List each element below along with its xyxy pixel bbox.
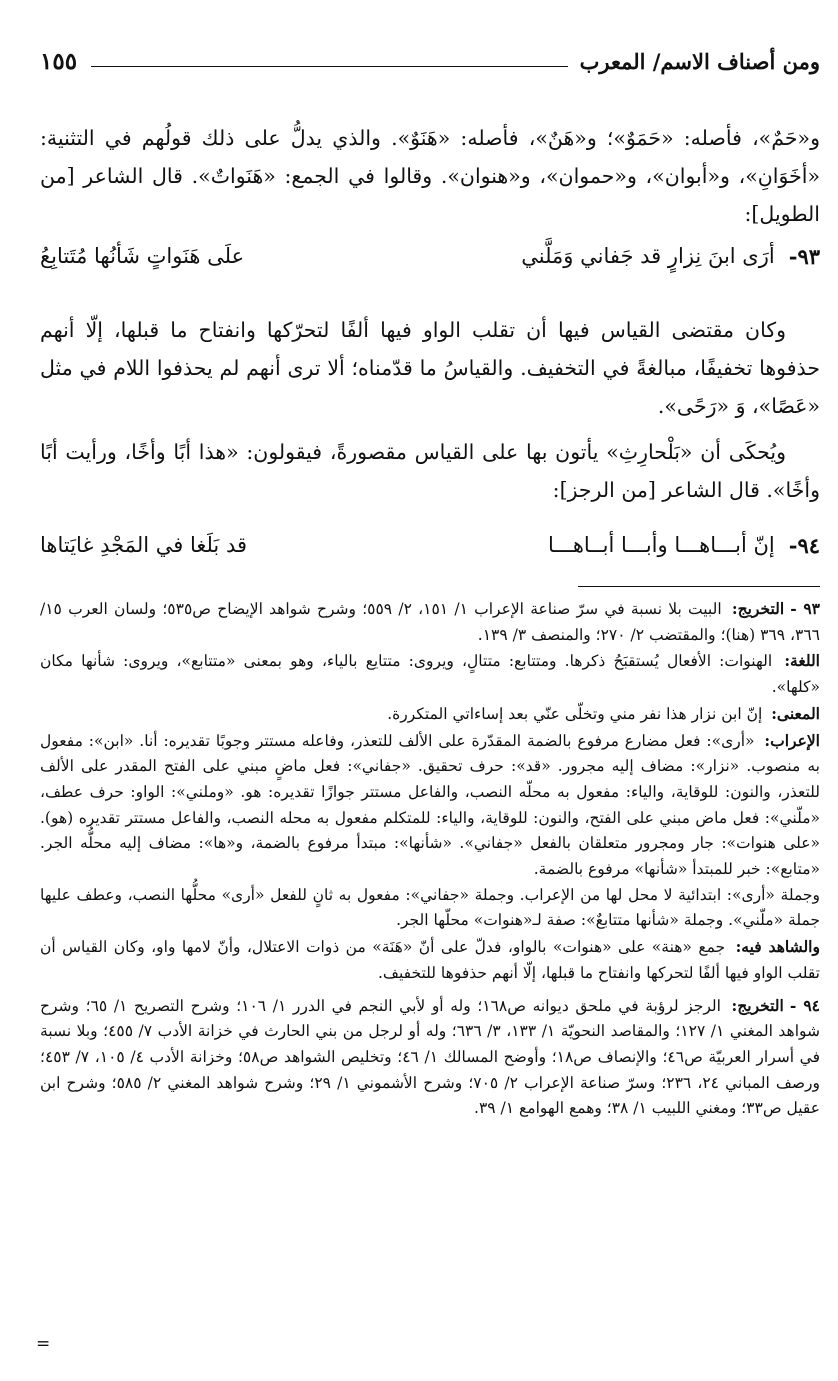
footnote-93-irab — [40, 728, 820, 883]
verse-number: ٩٤- — [788, 532, 820, 558]
footnote-number: ٩٣ - — [790, 599, 820, 618]
verse-first-hemistich: إنّ أبـــاهـــا وأبـــا أبــاهـــا — [547, 533, 775, 557]
footnote-93-maana — [40, 701, 820, 728]
footnote-separator — [578, 586, 820, 587]
verse-first-hemistich: أرَى ابنَ نِزارٍ قد جَفاني وَمَلَّني — [521, 244, 775, 268]
verse-93 — [40, 236, 820, 276]
footnote-label: التخريج: — [731, 995, 784, 1015]
footnote-93-shahid — [40, 934, 820, 986]
paragraph-2: وكان مقتضى القياس فيها أن تقلب الواو فيها ألفًا لتحرّكها وانفتاح ما قبلها، إلّا أنهم حذفوها تخفيفًا، مبالغةً في التخفيف. والقياسُ ما قدّمناه؛ ألا ترى أنهم لم يحذفوا اللام في مثل «عَصًا»، وَ «رَحًى». — [40, 317, 820, 418]
verse-94 — [40, 525, 820, 565]
footnote-text: الهنوات: الأفعال يُستقبَحُ ذكرها. ومتتابع: متتالٍ، ويروى: متتايع بالياء، وهو بمعنى «متتابع»، ويروى: شأنها مكان «كلها». — [40, 652, 820, 697]
page-number: ١٥٥ — [40, 47, 78, 75]
verse-second-hemistich: علَى هَنَواتٍ شَأنُها مُتَتابِعُ — [40, 244, 245, 268]
footnote-label: اللغة: — [784, 651, 820, 671]
footnote-93-lugha — [40, 648, 820, 700]
footnote-text: جمع «هنة» على «هنوات» بالواو، فدلّ على أنّ «هَنَة» من ذوات الاعتلال، وأنّ لامها واو، وكان القياس أن تقلب الواو فيها ألفًا لتحركها وانفتاح ما قبلها، إلّا أنهم حذفوها للتخفيف. — [40, 938, 820, 982]
paragraph-3: ويُحكَى أن «بَلْحارِثِ» يأتون بها على القياس مقصورةً، فيقولون: «هذا أبًا وأخًا، ورأيت أبًا وأخًا». قال الشاعر [من الرجز]: — [40, 439, 820, 502]
verse-second-hemistich: قد بَلَغا في المَجْدِ غايَتاها — [40, 533, 248, 557]
footnote-number: ٩٤ - — [789, 995, 820, 1015]
footnote-text: إنّ ابن نزار هذا نفر مني وتخلّى عنّي بعد إساءاتي المتكررة. — [387, 704, 763, 723]
footnote-93-takhrij — [40, 596, 820, 648]
footnote-text: البيت بلا نسبة في سرّ صناعة الإعراب ١/ ١٥١، ٢/ ٥٥٩؛ وشرح شواهد الإيضاح ص٥٣٥؛ ولسان العرب ١٥/ ٣٦٦، ٣٦٩ (هنا)؛ والمقتضب ٢/ ٢٧٠؛ والمنصف ٣/ ١٣٩. — [40, 600, 820, 644]
page-header — [40, 44, 820, 78]
footnote-label: الإعراب: — [764, 730, 820, 750]
continuation-mark: = — [36, 1334, 51, 1354]
footnote-text: وجملة «أرى»: ابتدائية لا محل لها من الإعراب. وجملة «جفاني»: مفعول به ثانٍ للفعل «أرى» محلُّها النصب، وعطف عليها جملة «ملّني». وجملة «شأنها متتابعٌ»: صفة لـ«هنوات» محلّها الجر. — [40, 885, 820, 930]
footnotes — [40, 596, 820, 1122]
footnote-text: «أرى»: فعل مضارع مرفوع بالضمة المقدّرة على الألف للتعذر، وفاعله مستتر وجوبًا تقديره: أنا. «ابن»: مفعول به منصوب. «نزار»: مضاف إليه مجرور. «قد»: حرف تحقيق. «جفاني»: فعل ماضٍ مبني على الفتح المقدر على الألف للتعذر، والنون: للوقاية، والياء: مفعول به محلّه النصب، والفاعل مستتر جوازًا تقديره: هو. «وملني»: الواو: حرف عطف، «ملّني»: فعل ماض مبني على الفتح، والنون: للوقاية، والياء: للمتكلم مفعول به محله النصب، والفاعل مستتر تقديره (هو). «على هنوات»: جار ومجرور متعلقان بالفعل «جفاني». «شأنها»: مبتدأ مرفوع بالضمة، و«ها»: مضاف إليه محلُّه الجر. «متابع»: خبر للمبتدأ «شأنها» مرفوع بالضمة. — [40, 731, 820, 879]
footnote-label: التخريج: — [731, 599, 785, 618]
footnote-93-jumla — [40, 883, 820, 934]
footnote-94-takhrij — [40, 993, 820, 1123]
footnote-label: المعنى: — [771, 703, 820, 723]
header-rule — [91, 66, 568, 67]
footnote-label: والشاهد فيه: — [735, 937, 820, 957]
paragraph-1: و«حَمٌ»، فأصله: «حَمَوٌ»؛ و«هَنٌ»، فأصله: «هَنَوٌ». والذي يدلُّ على ذلك قولُهم في التثنية: «أخَوَانِ»، و«أبوان»، و«حموان»، و«هنوان». وقالوا في الجمع: «هَنَواتٌ». قال الشاعر [من الطويل]: — [40, 125, 820, 226]
verse-number: ٩٣- — [788, 243, 820, 269]
running-title: ومن أصناف الاسم/ المعرب — [579, 48, 820, 74]
footnote-text: الرجز لرؤبة في ملحق ديوانه ص١٦٨؛ وله أو لأبي النجم في الدرر ١/ ١٠٦؛ وشرح التصريح ١/ ٦٥؛ وشرح شواهد المغني ١/ ١٢٧؛ والمقاصد النحويّة ١/ ١٣٣، ٣/ ٦٣٦؛ وله أو لرجل من بني الحارث في خزانة الأدب ٧/ ٤٥٥؛ وبلا نسبة في أسرار العربيّة ص٤٦؛ والإنصاف ص١٨؛ وأوضح المسالك ١/ ٤٦؛ وتخليص الشواهد ص٥٨؛ وخزانة الأدب ٤/ ١٠٥، ٧/ ٤٥٣؛ ورصف المباني ٢٤، ٢٣٦؛ وسرّ صناعة الإعراب ٢/ ٧٠٥؛ وشرح الأشموني ١/ ٢٩؛ وشرح شواهد المغني ٢/ ٥٨٥؛ وشرح ابن عقيل ص٣٣؛ ومغني اللبيب ١/ ٣٨؛ وهمع الهوامع ١/ ٣٩. — [40, 996, 821, 1118]
